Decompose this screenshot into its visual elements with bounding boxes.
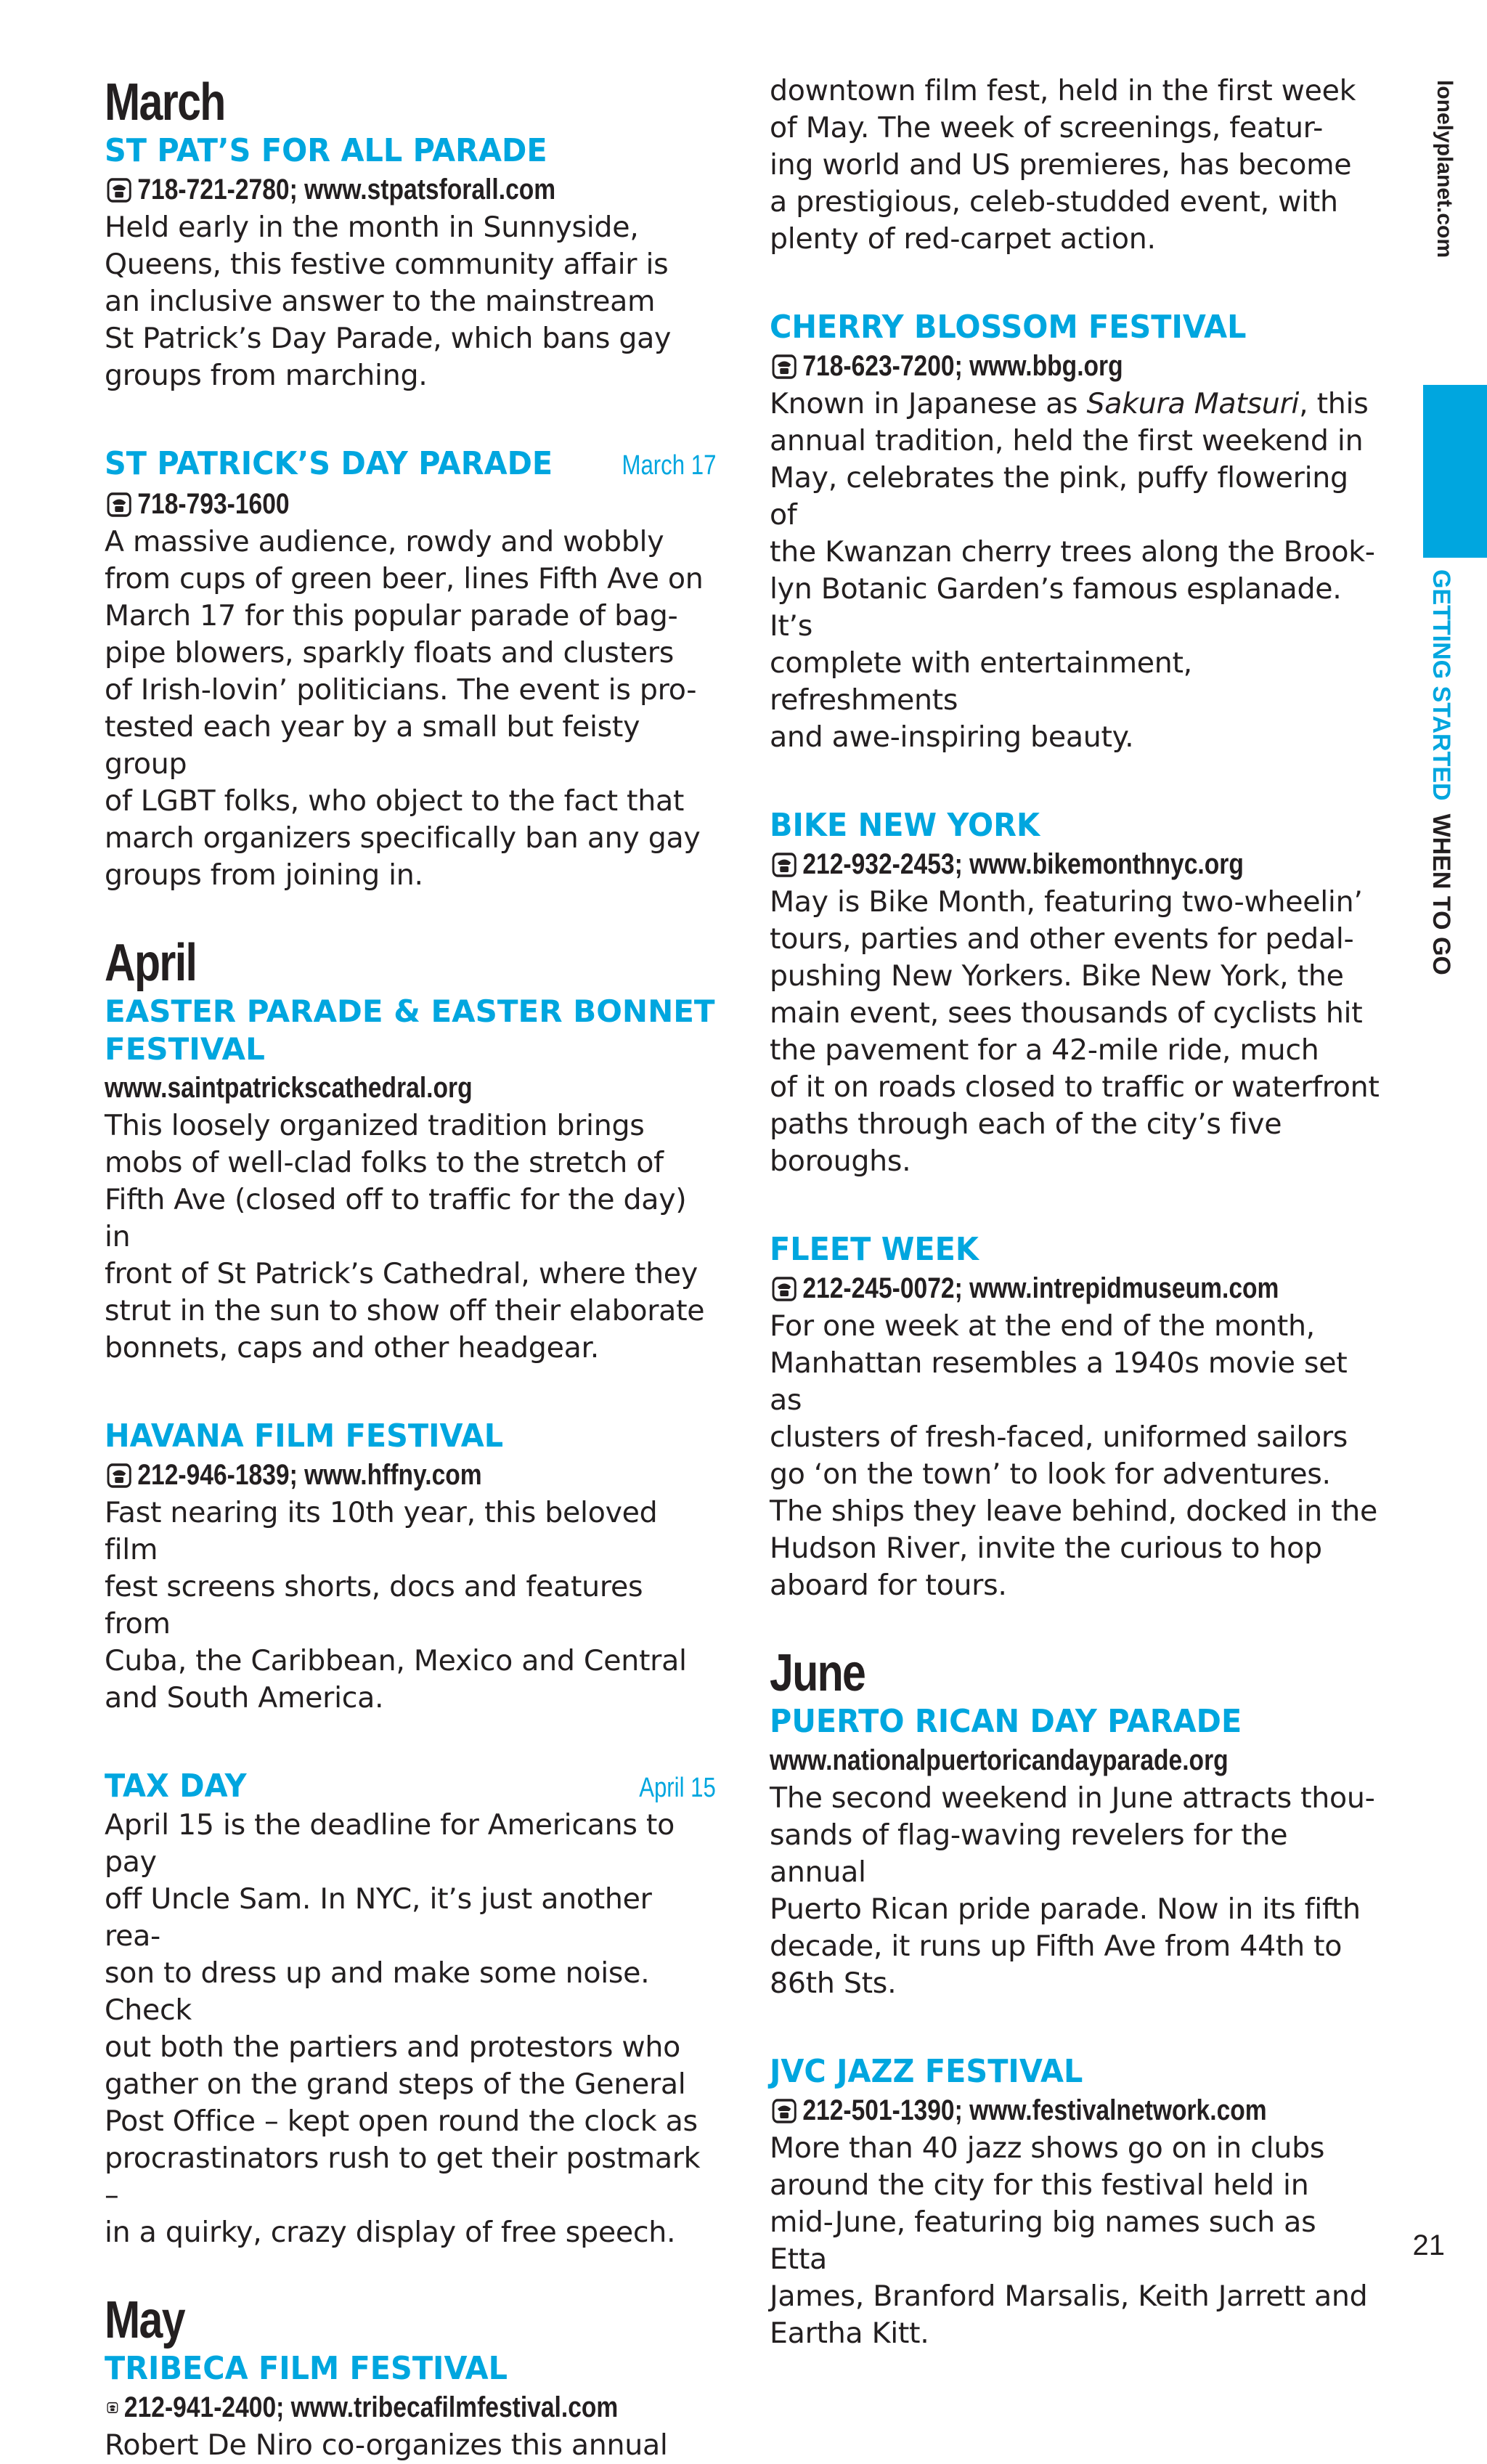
phone-icon [772,1275,797,1301]
description-text: Known in Japanese as [770,387,1087,420]
phone-icon [107,2394,118,2420]
contact-text: 212-941-2400; www.tribecafilmfestival.com [123,2391,619,2423]
page-number: 21 [1412,2229,1445,2261]
event-st-pats-for-all [105,132,716,394]
phone-icon [772,353,797,379]
event-easter-parade [105,993,716,1367]
event-title: BIKE NEW YORK [770,807,1040,844]
event-title: ST PATRICK’S DAY PARADE [105,445,553,482]
event-contact [770,2091,1283,2130]
contact-text: 212-946-1839; www.hffny.com [137,1459,482,1491]
event-description: Fast nearing its 10th year, this beloved film fest screens shorts, docs and features from Cuba, the Caribbean, Mexico and Central and South America. [105,1496,687,1715]
event-description: Held early in the month in Sunnyside, Queens, this festive community affair is an inclusive answer to the mainstream St Patrick’s Day Parade, which bans gay groups from marching. [105,211,672,392]
contact-text: 718-793-1600 [137,488,290,520]
event-description: April 15 is the deadline for Americans to pay off Uncle Sam. In NYC, it’s just another rea- son to dress up and make some noise. Check out both the partiers and protestors who gather on the grand steps of the General Post Office – kept open round the clock as procrastinators rush to get their postmark – in a quirky, crazy display of free speech. [105,1808,701,2249]
event-contact [770,346,1283,386]
phone-icon [107,491,131,517]
event-tax-day [105,1768,716,2251]
event-description: More than 40 jazz shows go on in clubs around the city for this festival held in mid-June, featuring big names such as Etta James, Branford Marsalis, Keith Jarrett and Eartha Kitt. [770,2131,1368,2350]
event-contact [105,484,618,524]
event-title: HAVANA FILM FESTIVAL [105,1418,504,1455]
event-description: This loosely organized tradition brings mobs of well-clad folks to the stretch of Fifth Ave (closed off to traffic for the day) in front of St Patrick’s Cathedral, where they strut in the sun to show off their elaborate bonnets, caps and other headgear. [105,1109,705,1365]
phone-icon [107,176,131,203]
left-column [105,73,716,2464]
contact-text: 718-721-2780; www.stpatsforall.com [137,174,556,206]
event-description: For one week at the end of the month, Manhattan resembles a 1940s movie set as clusters of fresh-faced, uniformed sailors go ‘on the town’ to look for adventures. The ships they leave behind, docked in the Hudson River, invite the curious to hop aboard for tours. [770,1309,1378,1602]
contact-text: www.saintpatrickscathedral.org [105,1072,473,1104]
section-tab-marker [1423,385,1487,558]
phone-icon [772,851,797,877]
event-title: FLEET WEEK [770,1231,979,1268]
contact-text: 212-245-0072; www.intrepidmuseum.com [802,1272,1279,1304]
description-italic: Sakura Matsuri [1086,387,1300,420]
event-date: April 15 [639,1773,716,1803]
month-heading-april: April [105,934,197,992]
event-description [770,386,1381,756]
month-heading-may: May [105,2291,184,2349]
event-contact [770,845,1283,884]
event-puerto-rican-day-parade [770,1703,1381,2002]
event-contact [105,2388,618,2427]
phone-icon [107,1462,131,1488]
event-contact [770,1741,1283,1780]
contact-text: www.nationalpuertoricandayparade.org [770,1744,1229,1776]
event-fleet-week [770,1231,1381,1604]
event-havana-film-festival [105,1418,716,1717]
contact-text: 212-501-1390; www.festivalnetwork.com [802,2094,1267,2126]
event-contact [105,1455,618,1495]
event-st-patricks-day-parade [105,445,716,894]
right-column [770,73,1381,2352]
month-heading-june: June [770,1644,865,1702]
phone-icon [772,2097,797,2123]
event-cherry-blossom-festival [770,309,1381,756]
event-jvc-jazz-festival [770,2053,1381,2352]
subsection-name: WHEN TO GO [1427,813,1455,975]
event-bike-new-york [770,807,1381,1180]
event-description: A massive audience, rowdy and wobbly from cups of green beer, lines Fifth Ave on March 17 for this popular parade of bag- pipe blowers, sparkly floats and clusters of Irish-lovin’ politicians. The event is pro- tested each year by a small but feisty group of LGBT folks, who object to the fact that march organizers specifically ban any gay groups from joining in. [105,525,704,892]
event-title: CHERRY BLOSSOM FESTIVAL [770,309,1247,346]
section-label [1423,569,1459,975]
event-description-continued: downtown film fest, held in the first week of May. The week of screenings, featur- ing world and US premieres, has become a prestigious, celeb-studded event, with plenty of red-carpet action. [770,74,1356,256]
month-heading-march: March [105,73,225,131]
site-url-text: lonelyplanet.com [1433,80,1457,259]
description-text: , this annual tradition, held the first weekend in May, celebrates the pink, puffy flowering of the Kwanzan cherry trees along the Brook- lyn Botanic Garden’s famous esplanade. It’s complete with entertainment, refreshments and awe-inspiring beauty. [770,387,1375,754]
event-description: May is Bike Month, featuring two-wheelin’ tours, parties and other events for pedal- pushing New Yorkers. Bike New York, the main event, sees thousands of cyclists hit the pavement for a 42-mile ride, much of it on roads closed to traffic or waterfront paths through each of the city’s five boroughs. [770,885,1380,1178]
event-title: PUERTO RICAN DAY PARADE [770,1703,1242,1740]
site-url [1427,80,1457,298]
event-contact [105,170,618,209]
event-contact [105,1068,618,1107]
event-date: March 17 [622,450,716,481]
event-description: Robert De Niro co-organizes this annual [105,2428,668,2462]
contact-text: 718-623-7200; www.bbg.org [802,350,1123,382]
section-name: GETTING STARTED [1427,569,1455,801]
event-title: ST PAT’S FOR ALL PARADE [105,132,547,169]
event-description: The second weekend in June attracts thou- sands of flag-waving revelers for the annual Puerto Rican pride parade. Now in its fifth decade, it runs up Fifth Ave from 44th to 86th Sts. [770,1781,1375,2000]
event-title: TRIBECA FILM FESTIVAL [105,2350,508,2387]
event-title: TAX DAY [105,1768,247,1805]
event-title: JVC JAZZ FESTIVAL [770,2053,1083,2090]
event-tribeca-film-festival [105,2350,716,2464]
event-contact [770,1269,1283,1308]
contact-text: 212-932-2453; www.bikemonthnyc.org [802,848,1244,880]
event-title: EASTER PARADE & EASTER BONNET FESTIVAL [105,993,715,1067]
